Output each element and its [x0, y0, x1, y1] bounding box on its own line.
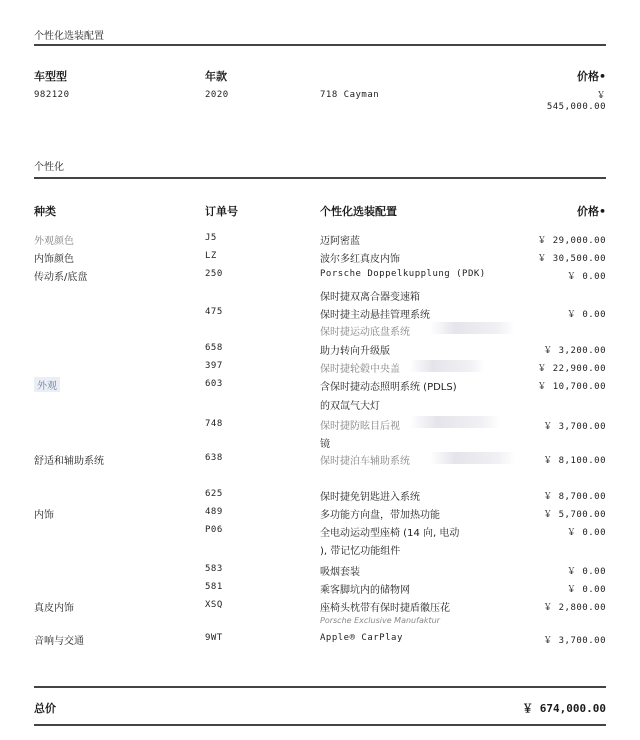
- total-value: ￥ 674,000.00: [522, 702, 606, 715]
- row-code: 9WT: [205, 633, 223, 643]
- row-option: ), 带记忆功能组件: [320, 546, 401, 557]
- row-category: 外观颜色: [34, 236, 74, 247]
- section-title-config: 个性化选装配置: [34, 31, 104, 42]
- row-option: 乘客脚坑内的储物网: [320, 585, 410, 596]
- row-price: ￥ 0.00: [566, 585, 606, 595]
- row-option: 迈阿密蓝: [320, 236, 360, 247]
- row-option: 保时捷防眩目后视: [320, 421, 400, 432]
- vehicle-price-symbol: ￥: [596, 91, 606, 101]
- row-option: 保时捷运动底盘系统: [320, 327, 410, 338]
- row-price: ￥ 0.00: [566, 567, 606, 577]
- col-header-year: 年款: [205, 70, 227, 83]
- row-option: 助力转向升级版: [320, 346, 390, 357]
- row-code: 581: [205, 582, 223, 592]
- row-price: ￥ 3,200.00: [543, 346, 606, 356]
- divider-top: [34, 44, 606, 46]
- row-price: ￥ 0.00: [566, 310, 606, 320]
- row-category: 内饰: [34, 510, 54, 521]
- row-code: 475: [205, 307, 223, 317]
- row-option: 镜: [320, 439, 330, 450]
- dot-icon: •: [598, 205, 606, 218]
- row-option: 座椅头枕带有保时捷盾徽压花: [320, 603, 450, 614]
- row-code: 748: [205, 419, 223, 429]
- dot-icon: •: [598, 70, 606, 83]
- row-code: LZ: [205, 251, 217, 261]
- row-code: P06: [205, 525, 223, 535]
- divider-total-bottom: [34, 724, 606, 726]
- col-header-option-price: 价格•: [576, 205, 606, 218]
- row-option: 保时捷泊车辅助系统: [320, 456, 410, 467]
- row-code: 489: [205, 507, 223, 517]
- row-price: ￥ 8,100.00: [543, 456, 606, 466]
- row-code: J5: [205, 233, 217, 243]
- row-category: 音响与交通: [34, 636, 84, 647]
- vehicle-year: 2020: [205, 90, 229, 100]
- vehicle-price: 545,000.00: [546, 102, 606, 112]
- row-option: 的双氙气大灯: [320, 401, 380, 412]
- row-price: ￥ 10,700.00: [537, 382, 606, 392]
- row-price: ￥ 2,800.00: [543, 603, 606, 613]
- row-code: 625: [205, 489, 223, 499]
- row-price: ￥ 5,700.00: [543, 510, 606, 520]
- col-header-model: 车型型: [34, 70, 67, 83]
- row-option: 含保时捷动态照明系统 (PDLS): [320, 382, 457, 393]
- vehicle-name: 718 Cayman: [320, 90, 380, 100]
- col-header-code: 订单号: [205, 205, 238, 218]
- row-price: ￥ 3,700.00: [543, 636, 606, 646]
- row-code: 603: [205, 379, 223, 389]
- row-category: 舒适和辅助系统: [34, 456, 104, 467]
- total-label: 总价: [34, 702, 56, 715]
- row-price: ￥ 30,500.00: [537, 254, 606, 264]
- col-header-price: 价格•: [576, 70, 606, 83]
- row-option: 吸烟套装: [320, 567, 360, 578]
- row-price: ￥ 0.00: [566, 272, 606, 282]
- col-header-option: 个性化选装配置: [320, 205, 397, 218]
- row-option-note: Porsche Exclusive Manufaktur: [320, 616, 440, 625]
- row-option: 保时捷主动悬挂管理系统: [320, 310, 430, 321]
- row-code: 583: [205, 564, 223, 574]
- row-code: 638: [205, 453, 223, 463]
- row-price: ￥ 3,700.00: [543, 422, 606, 432]
- row-price: ￥ 22,900.00: [537, 364, 606, 374]
- row-code: 658: [205, 343, 223, 353]
- divider-options: [34, 177, 606, 179]
- row-category: 真皮内饰: [34, 603, 74, 614]
- row-price: ￥ 29,000.00: [537, 236, 606, 246]
- row-code: 397: [205, 361, 223, 371]
- row-option: 波尔多红真皮内饰: [320, 254, 400, 265]
- col-header-category: 种类: [34, 205, 56, 218]
- row-option: 保时捷双离合器变速箱: [320, 292, 420, 303]
- row-option: 保时捷轮毂中央盖: [320, 364, 400, 375]
- row-price: ￥ 8,700.00: [543, 492, 606, 502]
- divider-total-top: [34, 686, 606, 688]
- section-title-personalization: 个性化: [34, 162, 64, 173]
- row-option: Porsche Doppelkupplung (PDK): [320, 269, 486, 279]
- row-category: 内饰颜色: [34, 254, 74, 265]
- row-code: XSQ: [205, 600, 223, 610]
- row-option: 全电动运动型座椅 (14 向, 电动: [320, 528, 460, 539]
- row-code: 250: [205, 269, 223, 279]
- vehicle-code: 982120: [34, 90, 70, 100]
- row-option: Apple® CarPlay: [320, 633, 403, 643]
- row-price: ￥ 0.00: [566, 528, 606, 538]
- row-category: 外观: [34, 377, 60, 392]
- row-option: 多功能方向盘，带加热功能: [320, 510, 440, 521]
- row-option: 保时捷免钥匙进入系统: [320, 492, 420, 503]
- row-category: 传动系/底盘: [34, 272, 88, 283]
